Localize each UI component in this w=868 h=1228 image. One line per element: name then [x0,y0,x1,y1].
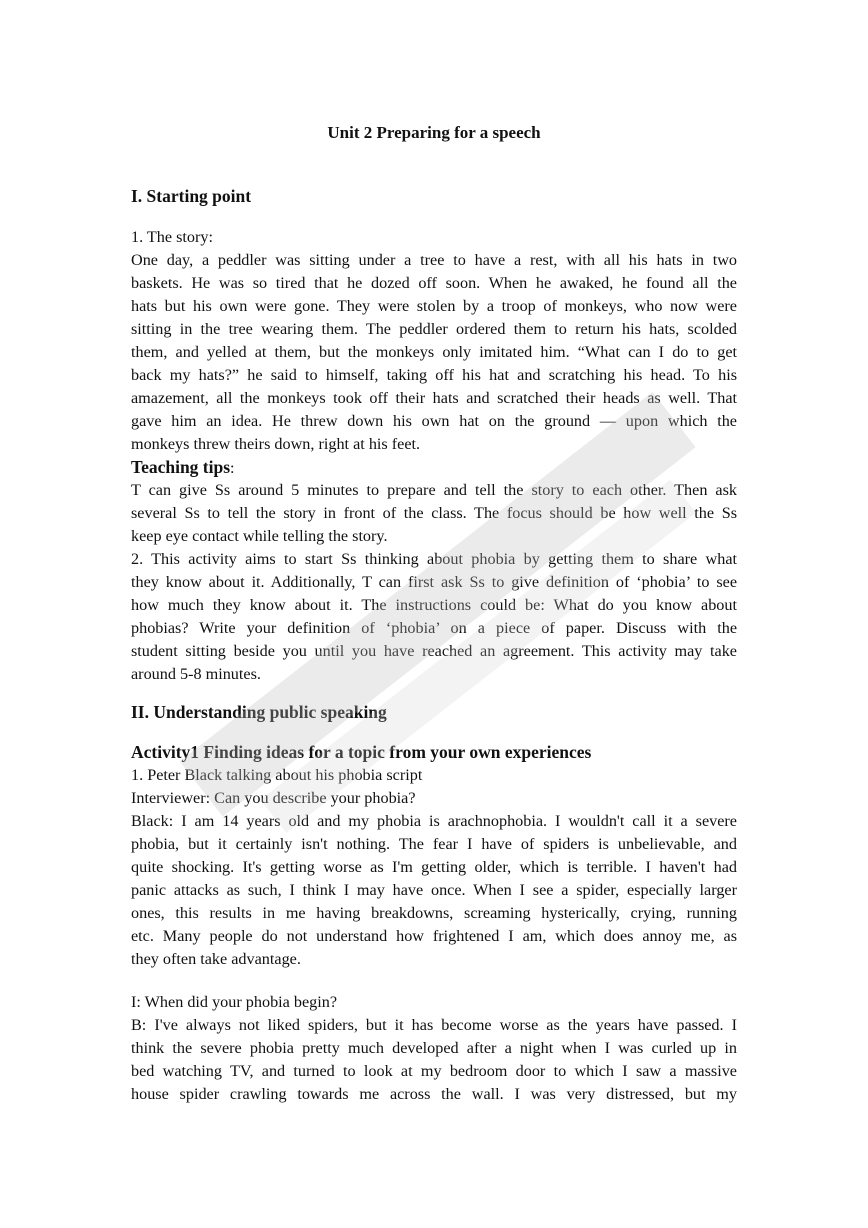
story-line: One day, a peddler was sitting under a tree to have a rest, with all his hats in two [131,251,737,269]
tips-line: 2. This activity aims to start Ss thinking about phobia by getting them to share what [131,550,737,568]
teaching-tips-heading: Teaching tips [131,457,231,477]
tips-line: several Ss to tell the story in front of the class. The focus should be how well the Ss [131,504,737,522]
tips-line: keep eye contact while telling the story. [131,527,388,545]
qa-line: B: I've always not liked spiders, but it has become worse as the years have passed. I [131,1016,737,1034]
teaching-tips-colon: : [230,459,235,477]
story-line: them, and yelled at them, but the monkeys only imitated him. “What can I do to get [131,343,737,361]
tips-line: student sitting beside you until you have reached an agreement. This activity may take [131,642,737,660]
tips-line: T can give Ss around 5 minutes to prepare and tell the story to each other. Then ask [131,481,737,499]
script-line: phobia, but it certainly isn't nothing. The fear I have of spiders is unbelievable, and [131,835,737,853]
qa-block [131,991,737,1106]
activity-block [131,741,737,971]
story-line: hats but his own were gone. They were stolen by a troop of monkeys, who now were [131,297,737,315]
story-line: baskets. He was so tired that he dozed off soon. When he awaked, he found all the [131,274,737,292]
tips-line: phobias? Write your definition of ‘phobia’ on a piece of paper. Discuss with the [131,619,737,637]
page-title: Unit 2 Preparing for a speech [327,123,541,142]
tips-line: they know about it. Additionally, T can first ask Ss to give definition of ‘phobia’ to see [131,573,737,591]
section-heading-understanding: II. Understanding public speaking [131,702,387,722]
tips-line: around 5-8 minutes. [131,665,261,683]
script-line: they often take advantage. [131,950,301,968]
qa-line: bed watching TV, and turned to look at my bedroom door to which I saw a massive [131,1062,737,1080]
qa-line: I: When did your phobia begin? [131,993,338,1011]
script-line: etc. Many people do not understand how frightened I am, which does annoy me, as [131,927,737,945]
section-heading-starting-point: I. Starting point [131,186,252,206]
tips-line: how much they know about it. The instructions could be: What do you know about [131,596,737,614]
script-line: quite shocking. It's getting worse as I'm getting older, which is terrible. I haven't had [131,858,737,876]
script-line: ones, this results in me having breakdowns, screaming hysterically, crying, running [131,904,737,922]
story-line: amazement, all the monkeys took off their hats and scratched their heads as well. That [131,389,737,407]
story-paragraph [131,226,737,686]
script-line: Interviewer: Can you describe your phobia? [131,789,416,807]
story-label: 1. The story: [131,228,213,246]
script-line: panic attacks as such, I think I may have once. When I see a spider, especially larger [131,881,737,899]
qa-line: think the severe phobia pretty much developed after a night when I was curled up in [131,1039,737,1057]
script-line: Black: I am 14 years old and my phobia is arachnophobia. I wouldn't call it a severe [131,812,737,830]
story-line: sitting in the tree wearing them. The peddler ordered them to return his hats, scolded [131,320,737,338]
story-line: monkeys threw theirs down, right at his feet. [131,435,421,453]
story-line: back my hats?” he said to himself, taking off his hat and scratching his head. To his [131,366,737,384]
qa-line: house spider crawling towards me across the wall. I was very distressed, but my [131,1085,737,1103]
activity-heading: Activity1 Finding ideas for a topic from your own experiences [131,742,592,762]
story-line: gave him an idea. He threw down his own hat on the ground — upon which the [131,412,737,430]
teaching-tips-label [131,456,737,479]
script-line: 1. Peter Black talking about his phobia script [131,766,423,784]
